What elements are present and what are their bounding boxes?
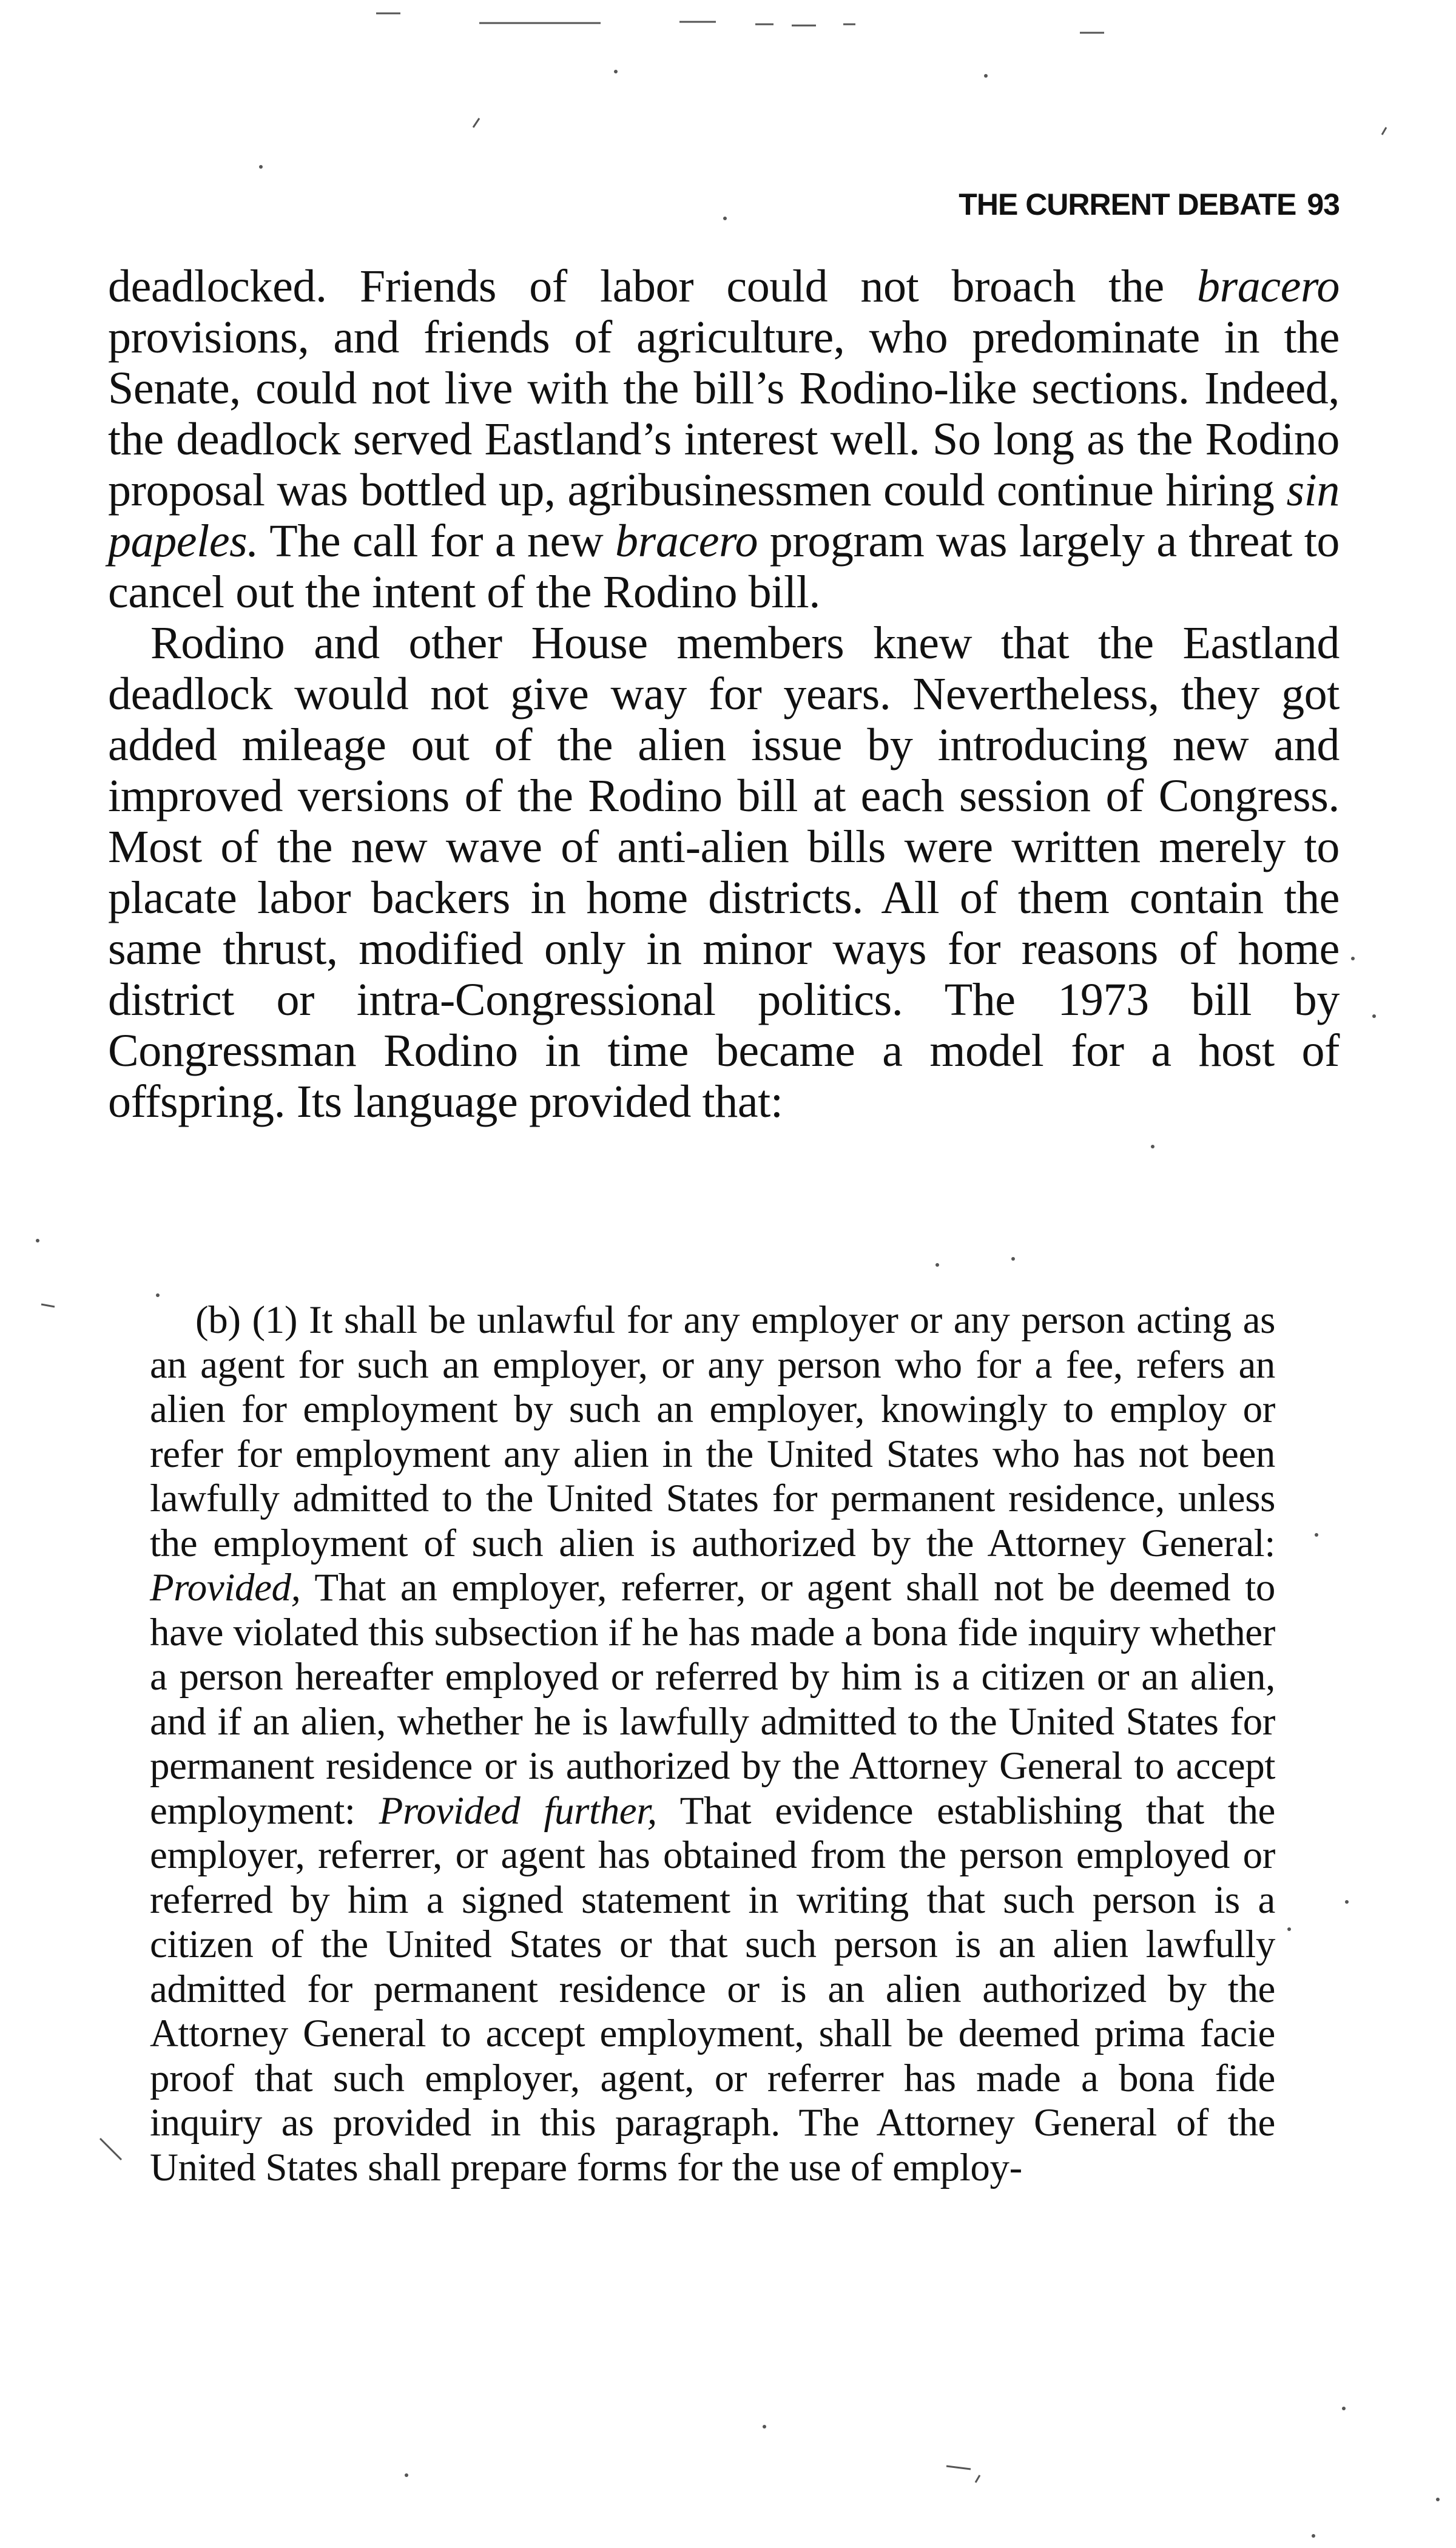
paragraph-1: deadlocked. Friends of labor could not broach the bracero provisions, and friends of agriculture, who predominate in the Senate, could not live with the bill’s Rodino-like sections. Indeed, the deadlock served Eastland’s interest well. So long as the Rodino proposal was bottled up, agribusinessmen could continue hiring sin papeles. The call for a new bracero program was largely a threat to cancel out the intent of the Rodino bill.: [108, 261, 1340, 618]
quote-paragraph: (b) (1) It shall be unlawful for any employer or any person acting as an agent for such an employer, or any person who for a fee, refers an alien for employment by such an employer, knowingly to employ or refer for employment any alien in the United States who has not been lawfully admitted to the United States for permanent residence, unless the employment of such alien is authorized by the Attorney General: Provided, That an employer, referrer, or agent shall not be deemed to have violated this subsection if he has made a bona fide inquiry whether a person hereafter employed or referred by him is a citizen or an alien, and if an alien, whether he is lawfully admitted to the United States for permanent residence or is authorized by the Attorney General to accept employment: Provided further, That evidence establishing that the employer, referrer, or agent has obtained from the person employed or referred by him a signed statement in writing that such person is a citizen of the United States or that such person is an alien lawfully admitted for permanent residence or is an alien authorized by the Attorney General to accept employment, shall be deemed prima facie proof that such employer, agent, or referrer has made a bona fide inquiry as provided in this paragraph. The Attorney General of the United States shall prepare forms for the use of employ-: [150, 1298, 1276, 2189]
running-title: THE CURRENT DEBATE: [959, 187, 1296, 221]
body-text: [108, 261, 1340, 1127]
paragraph-2: Rodino and other House members knew that the Eastland deadlock would not give way for years. Nevertheless, they got added mileage out of the alien issue by introducing new and improved versions of the Rodino bill at each session of Congress. Most of the new wave of anti-alien bills were written merely to placate labor backers in home districts. All of them contain the same thrust, modified only in minor ways for reasons of home district or intra-Congressional politics. The 1973 bill by Congressman Rodino in time became a model for a host of offspring. Its language provided that:: [108, 618, 1340, 1127]
page-number: 93: [1307, 187, 1340, 221]
block-quote: [150, 1298, 1275, 2190]
running-header: [959, 187, 1340, 222]
